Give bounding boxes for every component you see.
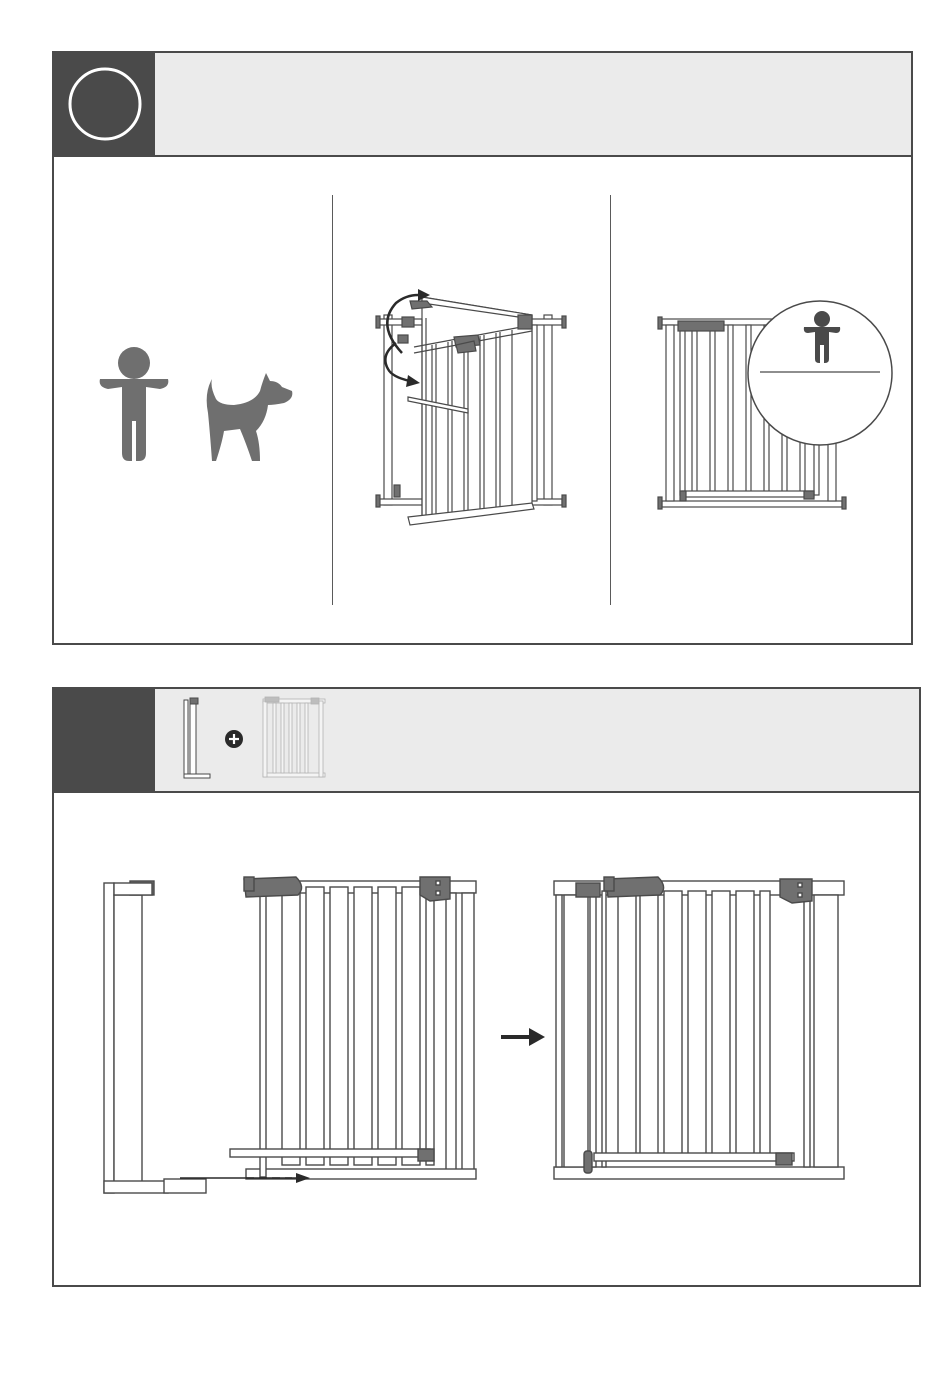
extension-piece-icon [180, 694, 220, 784]
step-1-header [54, 53, 911, 157]
extension-insertion-illustration [100, 865, 480, 1195]
step-1-badge [54, 53, 155, 155]
gate-with-extension-illustration [550, 869, 850, 1199]
step-2-panel [52, 687, 921, 1287]
step-1-divider-left [332, 195, 333, 605]
gate-thumbnail-icon [259, 693, 329, 783]
child-and-dog-icons [94, 343, 314, 473]
step-1-divider-right [610, 195, 611, 605]
child-icon [100, 347, 169, 461]
gate-swing-open-illustration [372, 285, 582, 535]
child-height-magnifier-icon [748, 301, 892, 445]
step-2-badge [54, 689, 155, 791]
arrow-right-icon [499, 1025, 549, 1049]
circle-outline-icon [54, 53, 155, 155]
gate-closed-illustration [652, 241, 902, 521]
step-1-panel [52, 51, 913, 645]
dog-icon [207, 373, 293, 461]
plus-icon [224, 729, 244, 749]
